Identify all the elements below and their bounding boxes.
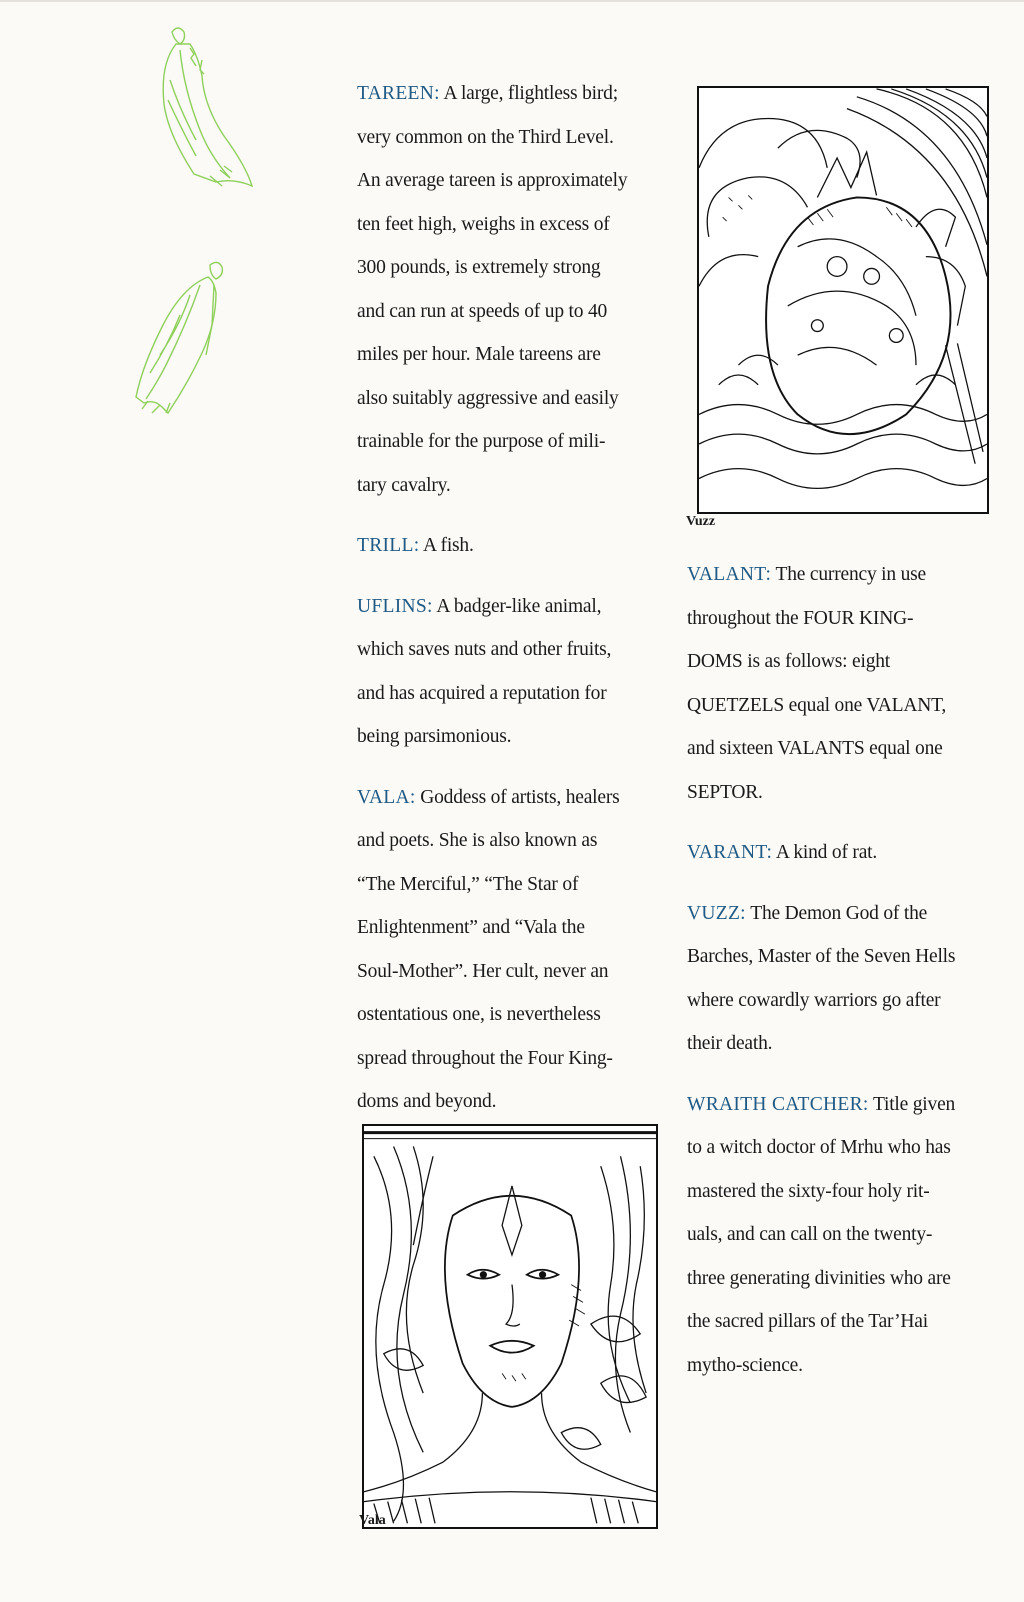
term-trill: TRILL:: [357, 535, 420, 556]
term-vala: VALA:: [357, 786, 416, 808]
right-column: [687, 553, 987, 1387]
entry-wraith-catcher: WRAITH CATCHER: Title given to a witch doctor of Mrhu who has mastered the sixty-four holy rit- uals, and can call on the twenty- three generating divinities who are the sacred pillars of the Tar’Hai mytho-science.: [687, 1093, 956, 1376]
page-top-edge: [0, 0, 1024, 2]
robed-figure-sketch-bottom: [130, 255, 240, 420]
entry-vuzz: VUZZ: The Demon God of the Barches, Master of the Seven Hells where cowardly warriors go after their death.: [687, 902, 956, 1054]
entry-uflins: UFLINS: A badger-like animal, which saves nuts and other fruits, and has acquired a reputation for being parsimonious.: [357, 595, 612, 747]
term-varant: VARANT:: [687, 842, 773, 863]
term-valant: VALANT:: [687, 564, 772, 585]
robed-figure-sketch-top: [150, 20, 260, 190]
entry-varant: VARANT: A kind of rat.: [687, 842, 878, 863]
entry-trill: TRILL: A fish.: [357, 535, 474, 556]
entry-tareen: TAREEN: A large, flightless bird; very common on the Third Level. An average tareen is approximately ten feet high, weighs in excess of 300 pounds, is extremely strong and can run at speeds of up to 40 miles per hour. Male tareens are also suitably aggressive and easily trainable for the purpose of mili- tary cavalry.: [357, 83, 628, 496]
left-column: [357, 72, 657, 1124]
term-uflins: UFLINS:: [357, 595, 433, 617]
vala-caption: Vala: [359, 1513, 386, 1528]
term-wraith-catcher: WRAITH CATCHER:: [687, 1093, 869, 1115]
entry-valant: VALANT: The currency in use throughout the FOUR KING- DOMS is as follows: eight QUETZELS equal one VALANT, and sixteen VALANTS equal one SEPTOR.: [687, 564, 947, 803]
entry-vala: VALA: Goddess of artists, healers and poets. She is also known as “The Merciful,” “The Star of Enlightenment” and “Vala the Soul-Mother”. Her cult, never an ostentatious one, is nevertheless spread throughout the Four King- doms and beyond.: [357, 786, 620, 1112]
vuzz-caption: Vuzz: [686, 514, 716, 529]
term-vuzz: VUZZ:: [687, 902, 746, 924]
vala-illustration: [362, 1124, 658, 1529]
vuzz-illustration: [697, 86, 989, 514]
term-tareen: TAREEN:: [357, 83, 440, 104]
